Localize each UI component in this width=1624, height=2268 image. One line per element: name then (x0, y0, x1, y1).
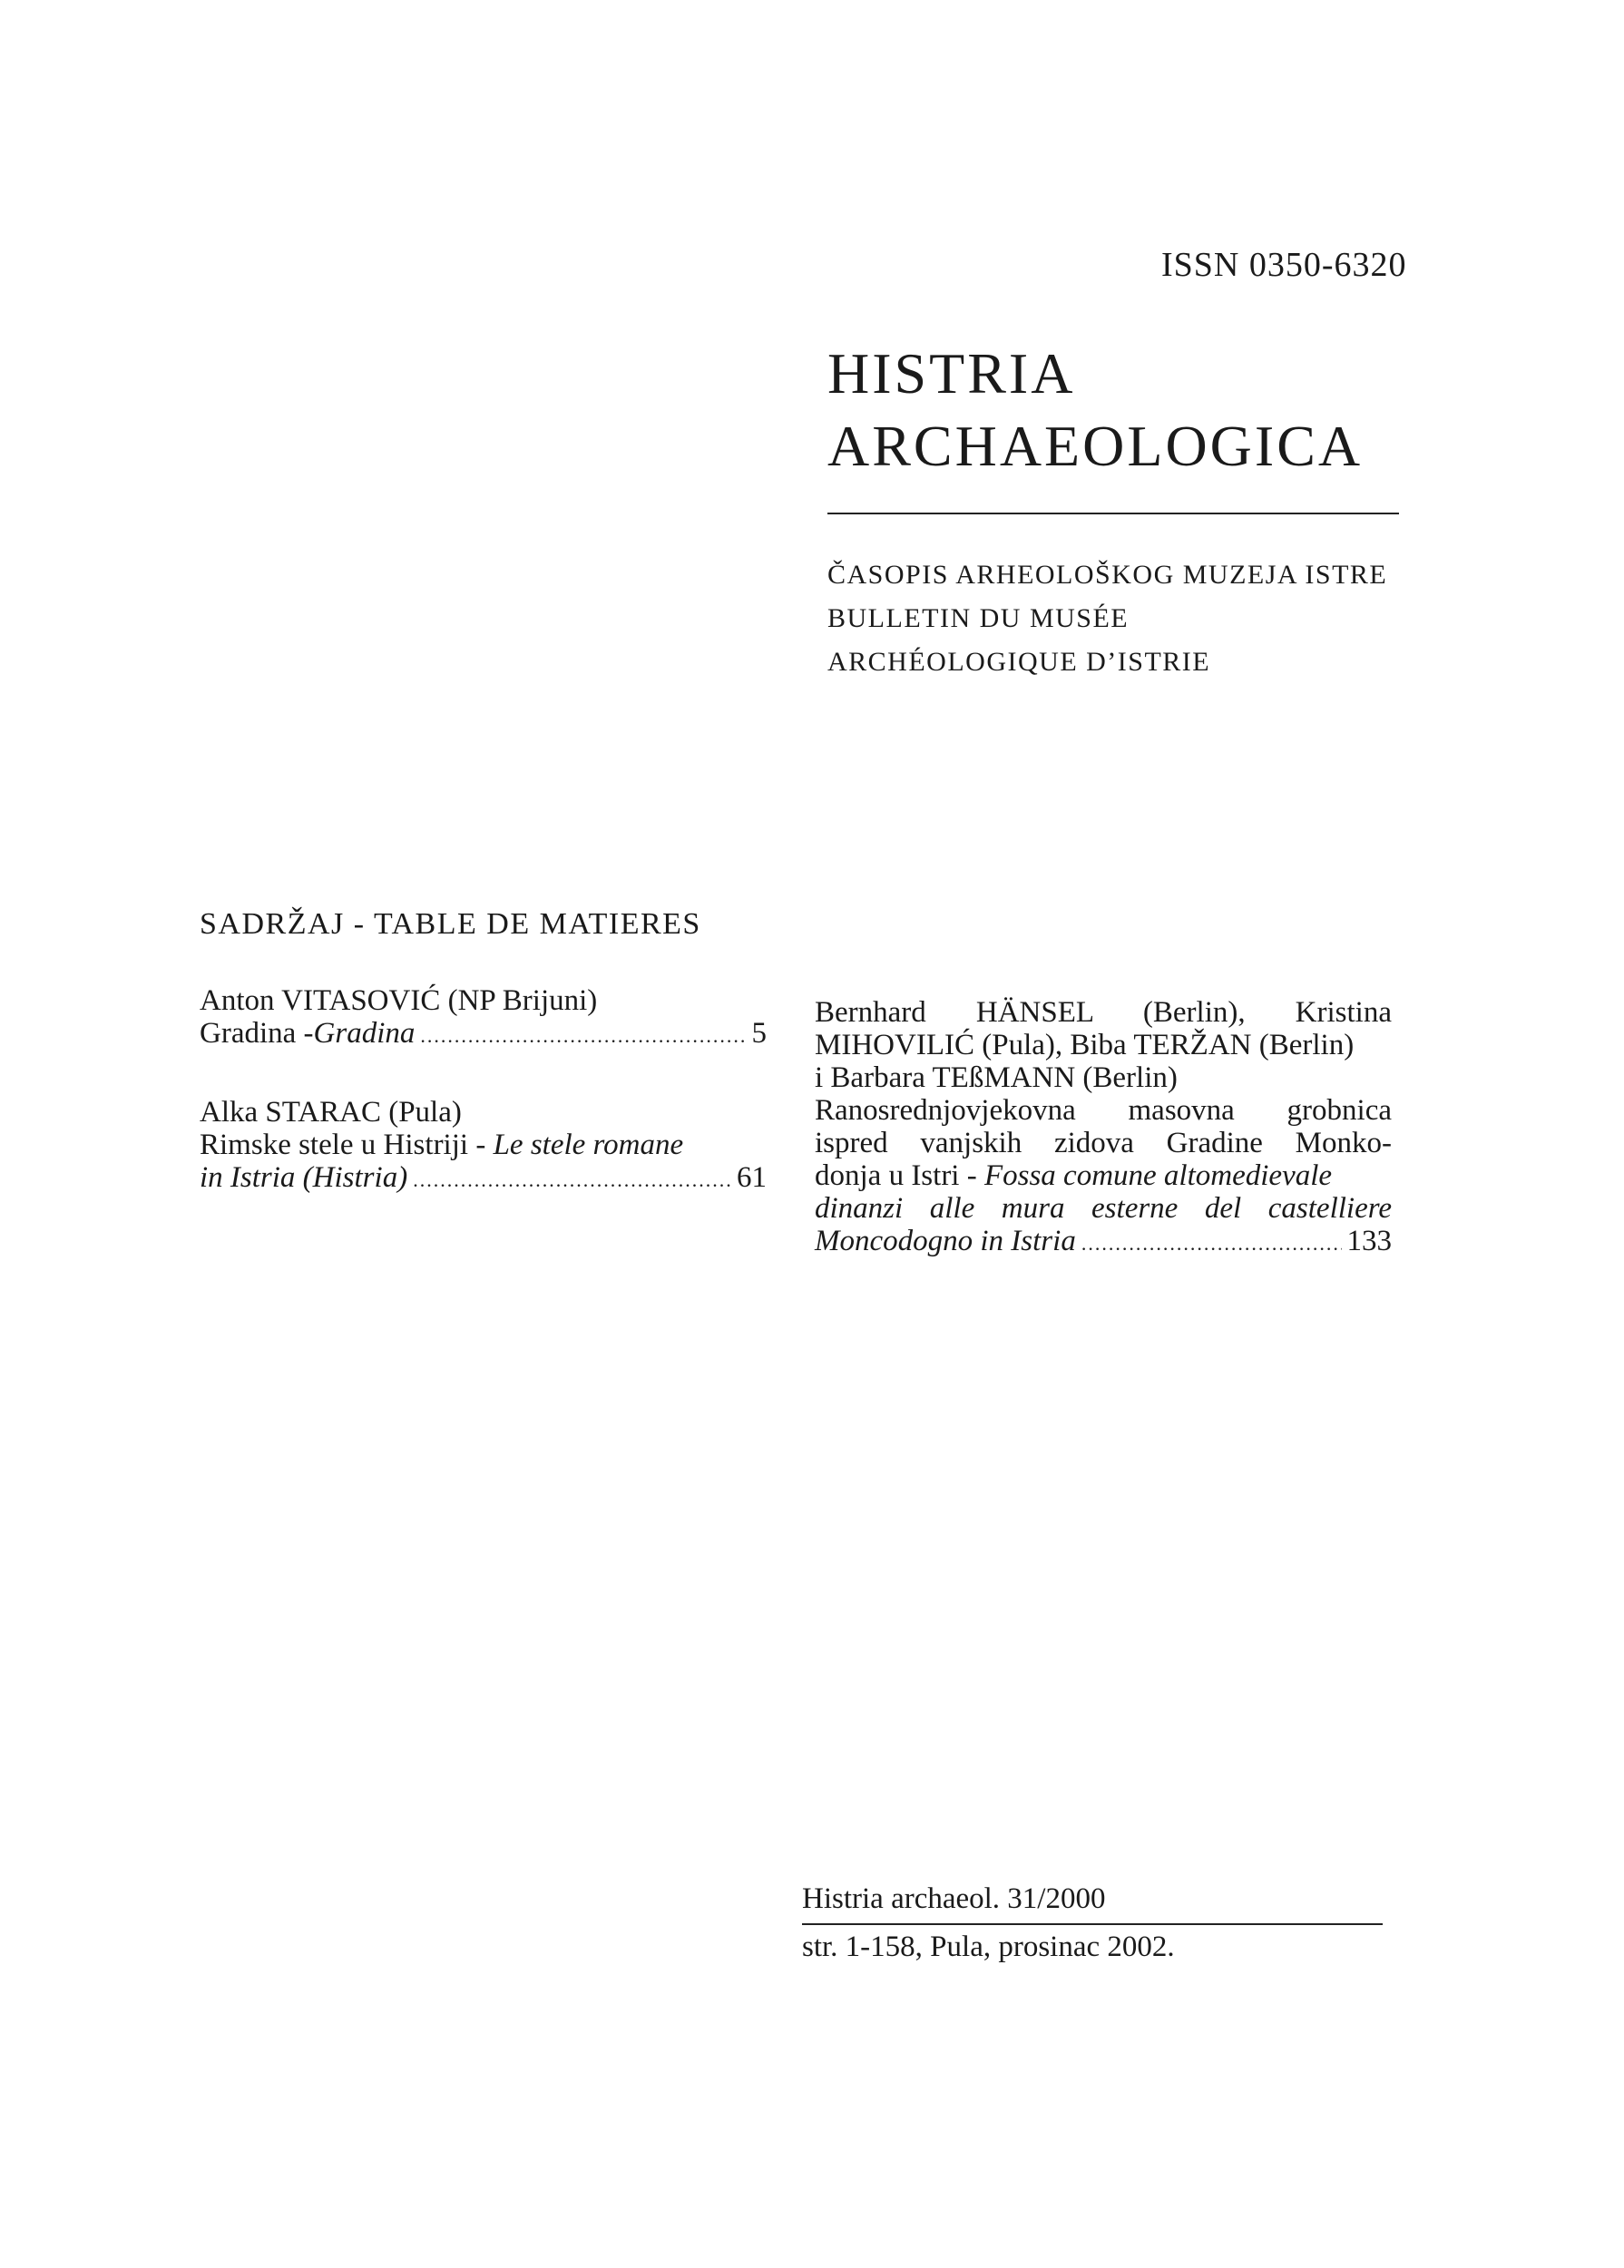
dot-leader (420, 1020, 746, 1052)
toc-entry-title-italic: Moncodogno in Istria (815, 1225, 1076, 1257)
toc-column-left (200, 984, 767, 1240)
toc-entry-author: Anton VITASOVIĆ (NP Brijuni) (200, 984, 598, 1017)
footer-citation: Histria archaeol. 31/2000 (802, 1882, 1106, 1915)
toc-entry-page: 61 (737, 1161, 767, 1194)
toc-entry-title-plain: Gradina - (200, 1017, 314, 1050)
toc-entry-title-line (815, 1225, 1392, 1260)
toc-entry-title-plain: Rimske stele u Histriji - (200, 1129, 494, 1161)
toc-entry (815, 996, 1392, 1260)
journal-subtitle (827, 553, 1387, 684)
journal-title-line2: ARCHAEOLOGICA (827, 414, 1364, 478)
toc-entry-title-italic: in Istria (Histria) (200, 1161, 408, 1194)
title-divider (827, 513, 1399, 514)
toc-entry-title-italic: Gradina (313, 1017, 416, 1050)
toc-entry (200, 1096, 767, 1197)
journal-title (827, 337, 1363, 483)
toc-entry-page: 133 (1346, 1225, 1392, 1257)
toc-column-right (815, 996, 1392, 1304)
toc-entry-author: MIHOVILIĆ (Pula), Biba TERŽAN (Berlin) (815, 1029, 1355, 1061)
toc-entry-title (200, 1017, 767, 1052)
issn-number: ISSN 0350-6320 (1161, 246, 1407, 284)
toc-entry-title-italic: Le stele romane (493, 1129, 684, 1161)
dot-leader (413, 1164, 731, 1197)
toc-entry-title-plain: donja u Istri - (815, 1159, 984, 1192)
toc-heading: SADRŽAJ - TABLE DE MATIERES (200, 907, 701, 941)
subtitle-line: BULLETIN DU MUSÉE (827, 603, 1130, 633)
journal-title-line1: HISTRIA (827, 341, 1076, 406)
toc-entry-page: 5 (751, 1017, 767, 1050)
footer-pages-place-date: str. 1-158, Pula, prosinac 2002. (802, 1931, 1175, 1963)
subtitle-line: ARCHÉOLOGIQUE D’ISTRIE (827, 647, 1211, 677)
toc-entry-author: i Barbara TEßMANN (Berlin) (815, 1061, 1178, 1094)
footer-divider (802, 1923, 1383, 1925)
toc-entry-title-line: ispred vanjskih zidova Gradine Monko- (815, 1127, 1392, 1159)
dot-leader (1081, 1227, 1342, 1260)
toc-entry (200, 984, 767, 1052)
toc-entry-title-line (815, 1159, 1392, 1192)
toc-entry-title-line (200, 1161, 767, 1197)
toc-entry-author: Alka STARAC (Pula) (200, 1096, 462, 1129)
toc-entry-title-line: Ranosrednjovjekovna masovna grobnica (815, 1094, 1392, 1127)
toc-entry-title-italic: dinanzi alle mura esterne del castelliere (815, 1192, 1392, 1225)
toc-entry-author: Bernhard HÄNSEL (Berlin), Kristina (815, 996, 1392, 1029)
subtitle-line: ČASOPIS ARHEOLOŠKOG MUZEJA ISTRE (827, 560, 1388, 590)
toc-entry-title-line (200, 1129, 767, 1161)
toc-entry-title-italic: Fossa comune altomedievale (983, 1159, 1333, 1192)
